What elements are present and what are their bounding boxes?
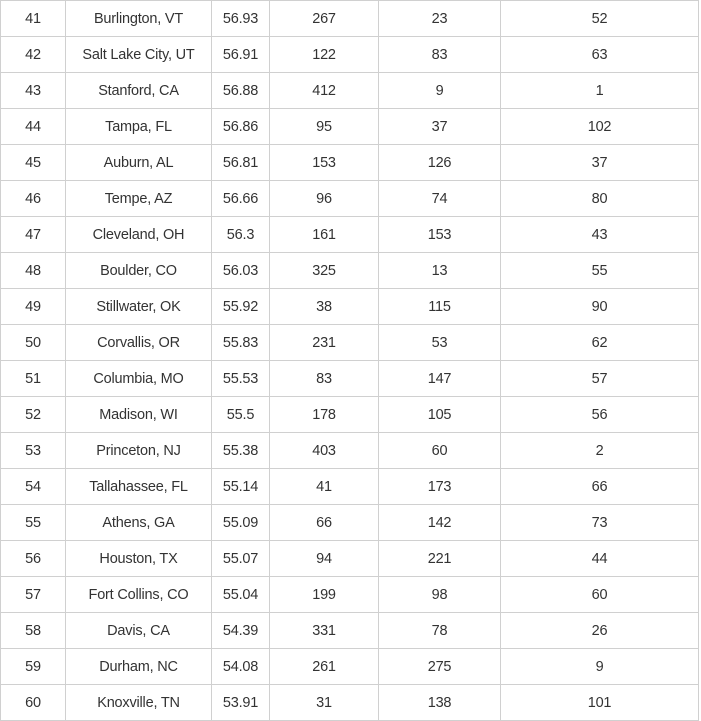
value-cell-4: 83: [270, 361, 379, 397]
rank-cell: 59: [1, 649, 66, 685]
city-cell: Stillwater, OK: [66, 289, 212, 325]
score-cell: 53.91: [212, 685, 270, 721]
value-cell-5: 98: [379, 577, 501, 613]
value-cell-5: 115: [379, 289, 501, 325]
value-cell-6: 63: [501, 37, 699, 73]
value-cell-4: 66: [270, 505, 379, 541]
value-cell-4: 412: [270, 73, 379, 109]
value-cell-6: 90: [501, 289, 699, 325]
rank-cell: 46: [1, 181, 66, 217]
rank-cell: 48: [1, 253, 66, 289]
value-cell-4: 153: [270, 145, 379, 181]
rank-cell: 58: [1, 613, 66, 649]
table-row: [1, 73, 699, 109]
value-cell-5: 23: [379, 1, 501, 37]
score-cell: 55.04: [212, 577, 270, 613]
value-cell-6: 9: [501, 649, 699, 685]
table-row: [1, 145, 699, 181]
value-cell-6: 44: [501, 541, 699, 577]
value-cell-4: 231: [270, 325, 379, 361]
value-cell-6: 1: [501, 73, 699, 109]
value-cell-6: 101: [501, 685, 699, 721]
table-row: [1, 541, 699, 577]
score-cell: 56.81: [212, 145, 270, 181]
value-cell-4: 403: [270, 433, 379, 469]
table-row: [1, 433, 699, 469]
value-cell-4: 267: [270, 1, 379, 37]
rank-cell: 54: [1, 469, 66, 505]
rank-cell: 45: [1, 145, 66, 181]
rank-cell: 44: [1, 109, 66, 145]
city-cell: Columbia, MO: [66, 361, 212, 397]
value-cell-5: 37: [379, 109, 501, 145]
score-cell: 56.3: [212, 217, 270, 253]
value-cell-4: 95: [270, 109, 379, 145]
value-cell-6: 73: [501, 505, 699, 541]
city-cell: Burlington, VT: [66, 1, 212, 37]
rank-cell: 43: [1, 73, 66, 109]
rank-cell: 51: [1, 361, 66, 397]
city-cell: Tempe, AZ: [66, 181, 212, 217]
table-row: [1, 253, 699, 289]
score-cell: 56.91: [212, 37, 270, 73]
city-cell: Davis, CA: [66, 613, 212, 649]
table-row: [1, 181, 699, 217]
table-row: [1, 361, 699, 397]
city-cell: Princeton, NJ: [66, 433, 212, 469]
value-cell-4: 199: [270, 577, 379, 613]
value-cell-5: 78: [379, 613, 501, 649]
value-cell-6: 55: [501, 253, 699, 289]
value-cell-6: 80: [501, 181, 699, 217]
value-cell-6: 62: [501, 325, 699, 361]
rank-cell: 56: [1, 541, 66, 577]
rank-cell: 42: [1, 37, 66, 73]
value-cell-5: 9: [379, 73, 501, 109]
value-cell-4: 325: [270, 253, 379, 289]
value-cell-5: 275: [379, 649, 501, 685]
city-cell: Fort Collins, CO: [66, 577, 212, 613]
score-cell: 54.39: [212, 613, 270, 649]
rank-cell: 57: [1, 577, 66, 613]
value-cell-5: 105: [379, 397, 501, 433]
table-row: [1, 37, 699, 73]
city-cell: Knoxville, TN: [66, 685, 212, 721]
value-cell-5: 60: [379, 433, 501, 469]
value-cell-4: 122: [270, 37, 379, 73]
city-cell: Tampa, FL: [66, 109, 212, 145]
value-cell-5: 83: [379, 37, 501, 73]
value-cell-5: 138: [379, 685, 501, 721]
city-cell: Auburn, AL: [66, 145, 212, 181]
score-cell: 56.03: [212, 253, 270, 289]
value-cell-6: 26: [501, 613, 699, 649]
table-row: [1, 469, 699, 505]
city-cell: Athens, GA: [66, 505, 212, 541]
score-cell: 55.07: [212, 541, 270, 577]
table-row: [1, 397, 699, 433]
table-row: [1, 289, 699, 325]
value-cell-6: 60: [501, 577, 699, 613]
score-cell: 55.5: [212, 397, 270, 433]
score-cell: 55.83: [212, 325, 270, 361]
score-cell: 56.88: [212, 73, 270, 109]
table-row: [1, 505, 699, 541]
score-cell: 55.09: [212, 505, 270, 541]
table-row: [1, 217, 699, 253]
city-cell: Cleveland, OH: [66, 217, 212, 253]
city-cell: Madison, WI: [66, 397, 212, 433]
rank-cell: 60: [1, 685, 66, 721]
score-cell: 56.93: [212, 1, 270, 37]
score-cell: 56.66: [212, 181, 270, 217]
score-cell: 55.92: [212, 289, 270, 325]
table-row: [1, 613, 699, 649]
value-cell-4: 261: [270, 649, 379, 685]
score-cell: 56.86: [212, 109, 270, 145]
table-row: [1, 325, 699, 361]
value-cell-5: 173: [379, 469, 501, 505]
rank-cell: 53: [1, 433, 66, 469]
value-cell-6: 37: [501, 145, 699, 181]
table-row: [1, 109, 699, 145]
rank-cell: 41: [1, 1, 66, 37]
rankings-table-body: [1, 1, 699, 721]
score-cell: 55.53: [212, 361, 270, 397]
score-cell: 54.08: [212, 649, 270, 685]
table-row: [1, 649, 699, 685]
value-cell-4: 96: [270, 181, 379, 217]
city-cell: Corvallis, OR: [66, 325, 212, 361]
value-cell-4: 31: [270, 685, 379, 721]
value-cell-6: 57: [501, 361, 699, 397]
value-cell-6: 102: [501, 109, 699, 145]
city-cell: Durham, NC: [66, 649, 212, 685]
value-cell-5: 221: [379, 541, 501, 577]
value-cell-4: 41: [270, 469, 379, 505]
city-cell: Houston, TX: [66, 541, 212, 577]
value-cell-5: 126: [379, 145, 501, 181]
value-cell-4: 331: [270, 613, 379, 649]
value-cell-6: 2: [501, 433, 699, 469]
value-cell-5: 153: [379, 217, 501, 253]
value-cell-6: 52: [501, 1, 699, 37]
value-cell-4: 178: [270, 397, 379, 433]
city-cell: Boulder, CO: [66, 253, 212, 289]
value-cell-6: 43: [501, 217, 699, 253]
value-cell-6: 66: [501, 469, 699, 505]
table-row: [1, 685, 699, 721]
city-cell: Stanford, CA: [66, 73, 212, 109]
score-cell: 55.38: [212, 433, 270, 469]
value-cell-5: 142: [379, 505, 501, 541]
city-cell: Salt Lake City, UT: [66, 37, 212, 73]
value-cell-4: 94: [270, 541, 379, 577]
rank-cell: 49: [1, 289, 66, 325]
rank-cell: 55: [1, 505, 66, 541]
city-cell: Tallahassee, FL: [66, 469, 212, 505]
table-row: [1, 1, 699, 37]
score-cell: 55.14: [212, 469, 270, 505]
value-cell-6: 56: [501, 397, 699, 433]
value-cell-4: 161: [270, 217, 379, 253]
value-cell-5: 53: [379, 325, 501, 361]
value-cell-5: 147: [379, 361, 501, 397]
value-cell-5: 13: [379, 253, 501, 289]
rank-cell: 50: [1, 325, 66, 361]
rank-cell: 47: [1, 217, 66, 253]
value-cell-4: 38: [270, 289, 379, 325]
rank-cell: 52: [1, 397, 66, 433]
value-cell-5: 74: [379, 181, 501, 217]
table-row: [1, 577, 699, 613]
